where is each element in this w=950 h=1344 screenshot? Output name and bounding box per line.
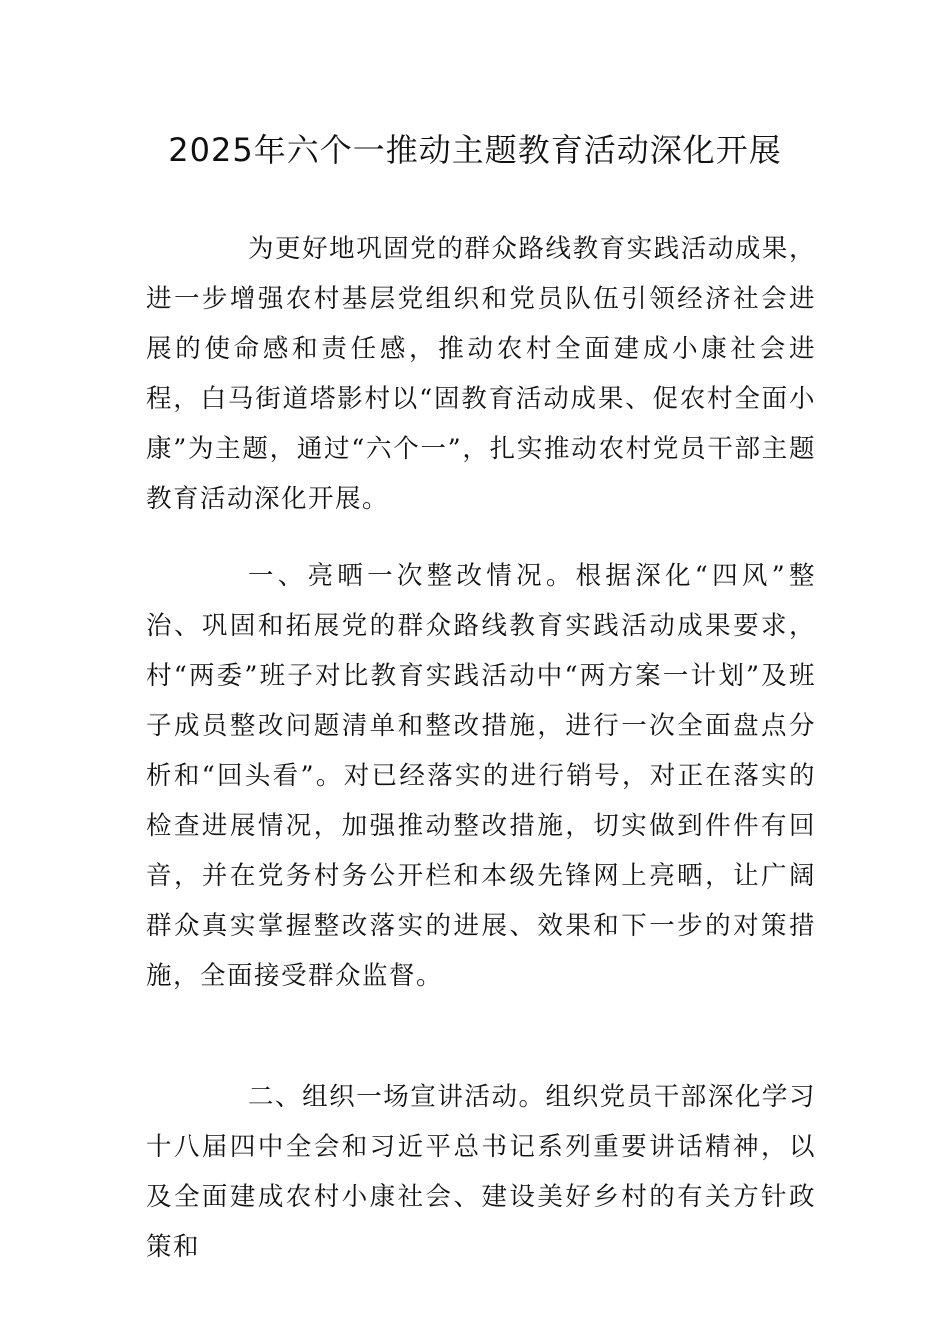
section-one-paragraph: 一、亮晒一次整改情况。根据深化“四风”整治、巩固和拓展党的群众路线教育实践活动成果要求，村“两委”班子对比教育实践活动中“两方案一计划”及班子成员整改问题清单和整改措施，进行一次全面盘点分析和“回头看”。对已经落实的进行销号，对正在落实的检查进展情况，加强推动整改措施，切实做到件件有回音，并在党务村务公开栏和本级先锋网上亮晒，让广阔群众真实掌握整改落实的进展、效果和下一步的对策措施，全面接受群众监督。 [146, 561, 816, 991]
intro-paragraph: 为更好地巩固党的群众路线教育实践活动成果，进一步增强农村基层党组织和党员队伍引领经济社会进展的使命感和责任感，推动农村全面建成小康社会进程，白马街道塔影村以“固教育活动成果、促农村全面小康”为主题，通过“六个一”，扎实推动农村党员干部主题教育活动深化开展。 [146, 234, 816, 514]
section-two-paragraph: 二、组织一场宣讲活动。组织党员干部深化学习十八届四中全会和习近平总书记系列重要讲话精神，以及全面建成农村小康社会、建设美好乡村的有关方针政策和 [146, 1082, 816, 1262]
document-title: 2025年六个一推动主题教育活动深化开展 [168, 131, 782, 169]
